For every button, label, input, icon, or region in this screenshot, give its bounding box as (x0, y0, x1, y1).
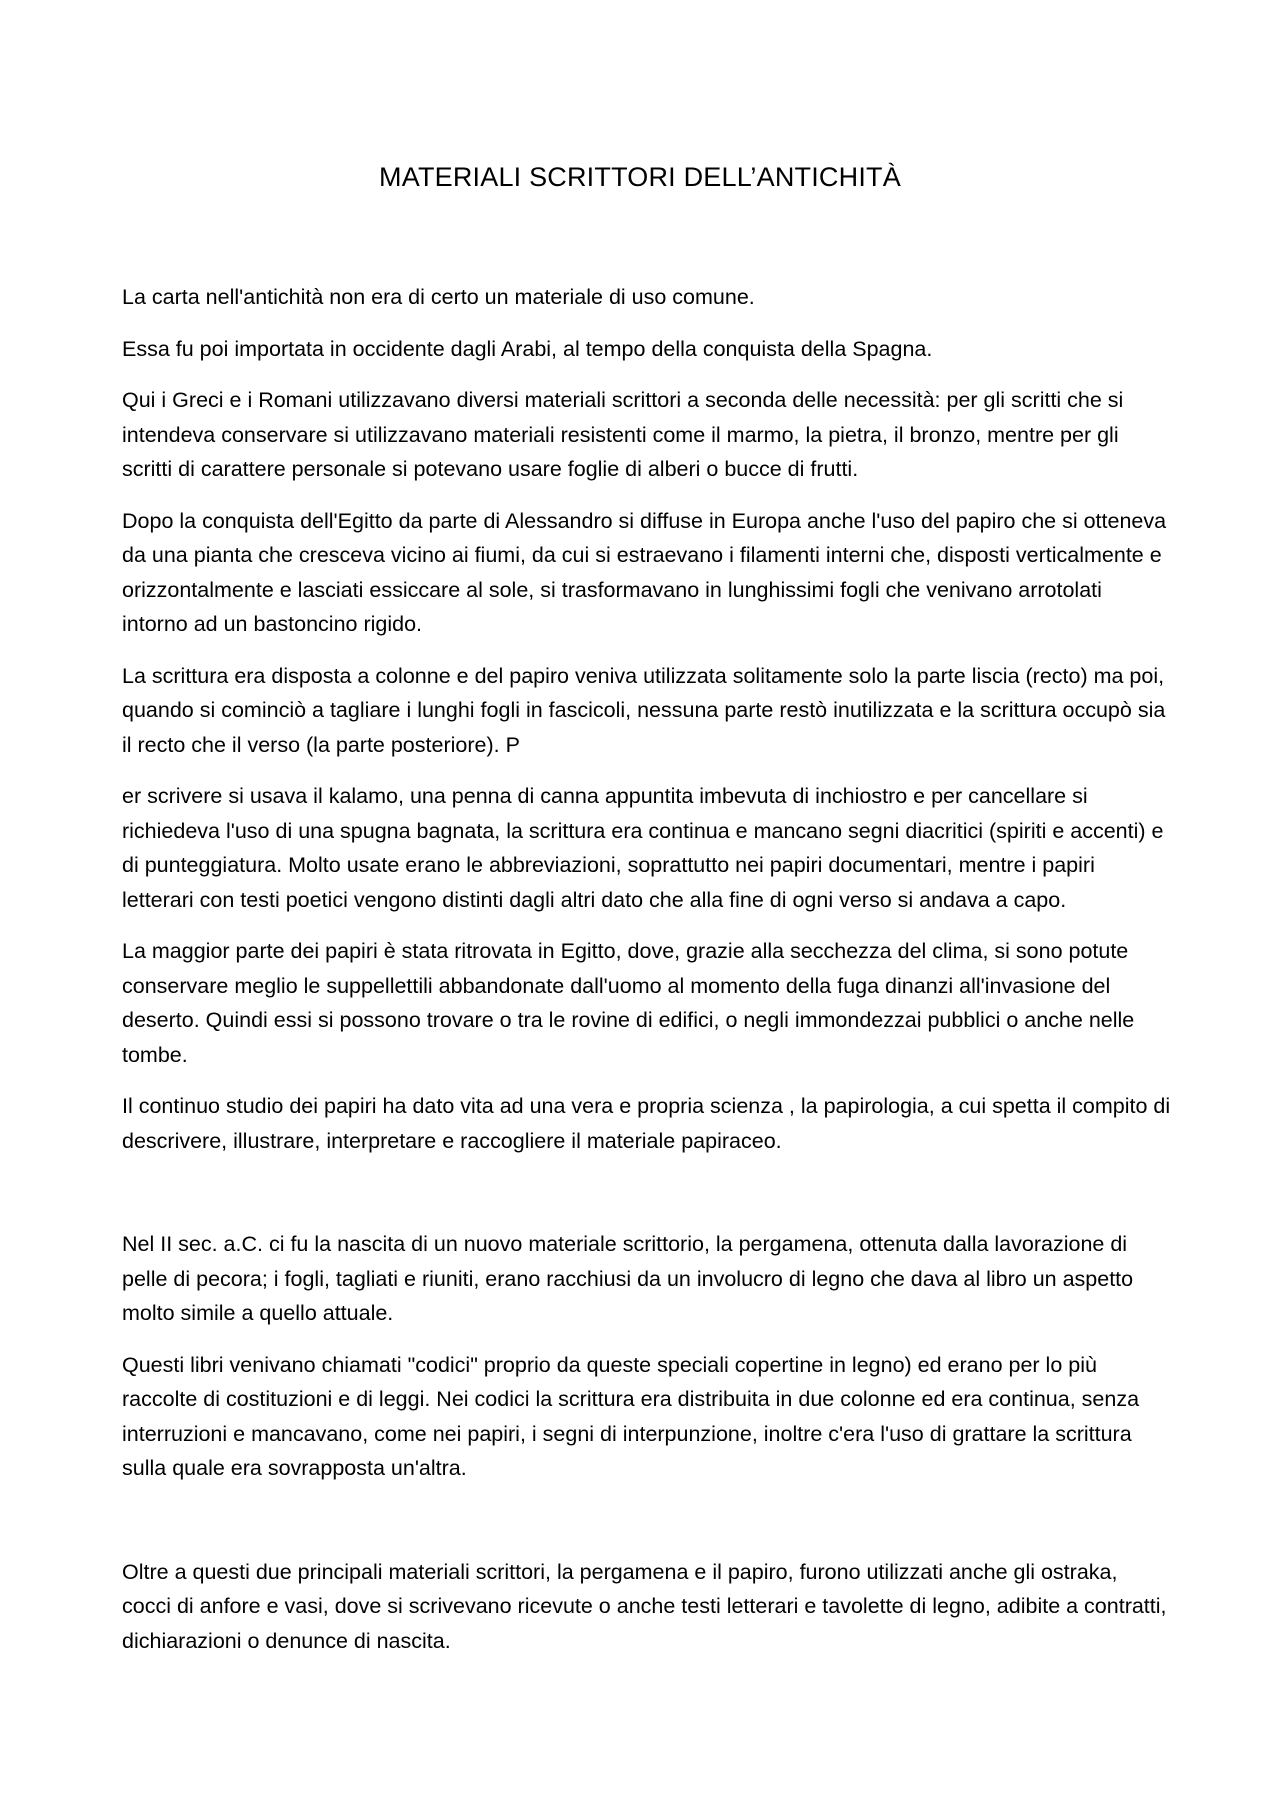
paragraph: Dopo la conquista dell'Egitto da parte di Alessandro si diffuse in Europa anche l'uso del papiro che si otteneva da una pianta che cresceva vicino ai fiumi, da cui si estraevano i filamenti interni che, disposti verticalmente e orizzontalmente e lasciati essiccare al sole, si trasformavano in lunghissimi fogli che venivano arrotolati intorno ad un bastoncino rigido. (122, 508, 1167, 636)
document-body (122, 280, 1172, 1675)
paragraph: Qui i Greci e i Romani utilizzavano diversi materiali scrittori a seconda delle necessità: per gli scritti che si intendeva conservare si utilizzavano materiali resistenti come il marmo, la pietra, il bronzo, mentre per gli scritti di carattere personale si potevano usare foglie di alberi o bucce di frutti. (122, 388, 1124, 481)
paragraph: La scrittura era disposta a colonne e del papiro veniva utilizzata solitamente solo la parte liscia (recto) ma poi, quando si cominciò a tagliare i lunghi fogli in fascicoli, nessuna parte restò inutilizzata e la scrittura occupò sia il recto che il verso (la parte posteriore). P (122, 663, 1166, 757)
paragraph: La maggior parte dei papiri è stata ritrovata in Egitto, dove, grazie alla secchezza del clima, si sono potute conservare meglio le suppellettili abbandonate dall'uomo al momento della fuga dinanzi all'invasione del deserto. Quindi essi si possono trovare o tra le rovine di edifici, o negli immondezzai pubblici o anche nelle tombe. (122, 939, 1135, 1067)
paragraph: Oltre a questi due principali materiali scrittori, la pergamena e il papiro, furono utilizzati anche gli ostraka, cocci di anfore e vasi, dove si scrivevano ricevute o anche testi letterari e tavolette di legno, adibite a contratti, dichiarazioni o denunce di nascita. (122, 1559, 1167, 1653)
paragraph: Questi libri venivano chiamati "codici" proprio da queste speciali copertine in legno) ed erano per lo più raccolte di costituzioni e di leggi. Nei codici la scrittura era distribuita in due colonne ed era continua, senza interruzioni e mancavano, come nei papiri, i segni di interpunzione, inoltre c'era l'uso di grattare la scrittura sulla quale era sovrapposta un'altra. (122, 1352, 1140, 1480)
paragraph: Il continuo studio dei papiri ha dato vita ad una vera e propria scienza , la papirologia, a cui spetta il compito di descrivere, illustrare, interpretare e raccogliere il materiale papiraceo. (122, 1094, 1171, 1153)
paragraph: er scrivere si usava il kalamo, una penna di canna appuntita imbevuta di inchiostro e per cancellare si richiedeva l'uso di una spugna bagnata, la scrittura era continua e mancano segni diacritici (spiriti e accenti) e di punteggiatura. Molto usate erano le abbreviazioni, soprattutto nei papiri documentari, mentre i papiri letterari con testi poetici vengono distinti dagli altri dato che alla fine di ogni verso si andava a capo. (122, 784, 1164, 912)
paragraph: Essa fu poi importata in occidente dagli Arabi, al tempo della conquista della Spagna. (122, 336, 933, 361)
paragraph-spacer (122, 1175, 1172, 1227)
paragraph: La carta nell'antichità non era di certo un materiale di uso comune. (122, 285, 755, 309)
paragraph-spacer (122, 1503, 1172, 1555)
paragraph: Nel II sec. a.C. ci fu la nascita di un nuovo materiale scrittorio, la pergamena, ottenuta dalla lavorazione di pelle di pecora; i fogli, tagliati e riuniti, erano racchiusi da un involucro di legno che dava al libro un aspetto molto simile a quello attuale. (122, 1232, 1134, 1325)
document-title: MATERIALI SCRITTORI DELL’ANTICHITÀ (379, 162, 901, 192)
